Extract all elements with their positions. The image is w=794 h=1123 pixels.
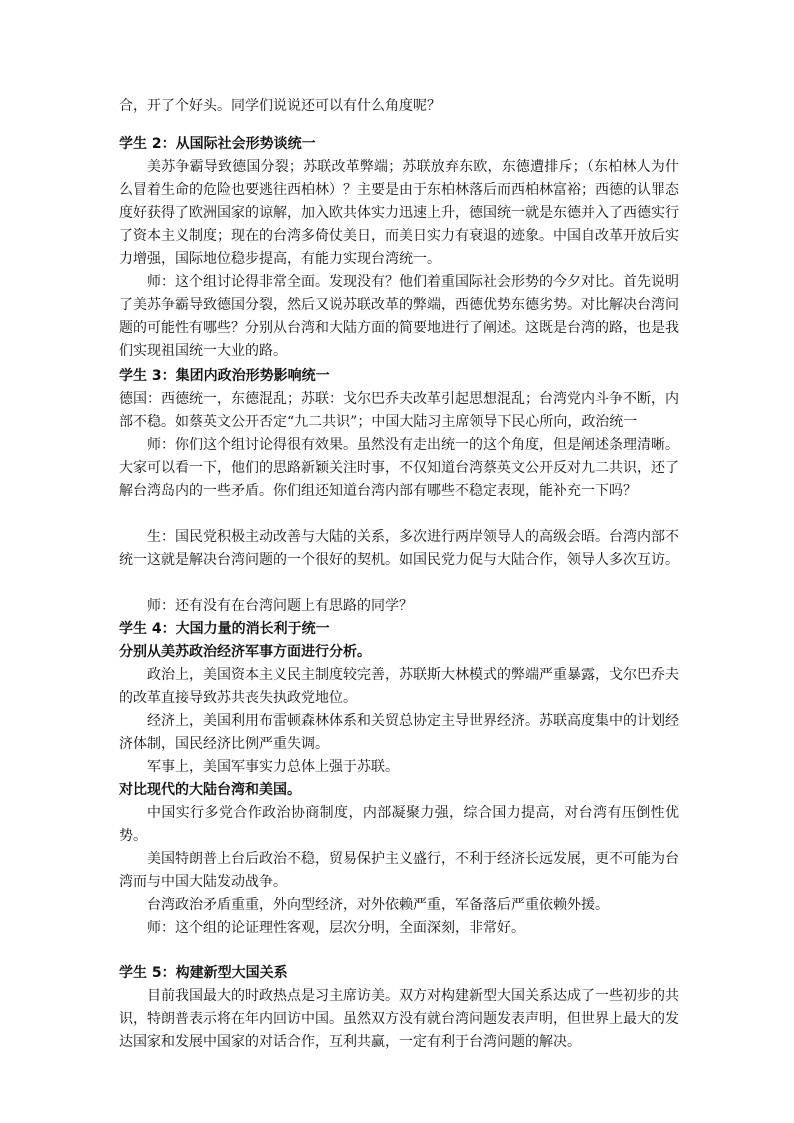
teacher-comment-2: 师：这个组讨论得非常全面。发现没有？他们着重国际社会形势的今夕对比。首先说明了美苏争霸导致德国分裂，然后又说苏联改革的弊端，西德优势东德劣势。对比解决台湾问题的可能性有哪些？分别从台湾和大陆方面的简要地进行了阐述。这既是台湾的路，也是我们实现祖国统一大业的路。 bbox=[119, 274, 679, 359]
student-3-heading: 学生 3：集团内政治形势影响统一 bbox=[119, 368, 330, 384]
student-5-heading: 学生 5：构建新型大国关系 bbox=[119, 965, 288, 981]
student-4-economy: 经济上，美国利用布雷顿森林体系和关贸总协定主导世界经济。苏联高度集中的计划经济体制，国民经济比例严重失调。 bbox=[119, 713, 679, 752]
student-response-3: 生：国民党积极主动改善与大陆的关系，多次进行两岸领导人的高级会晤。台湾内部不统一这就是解决台湾问题的一个很好的契机。如国民党力促与大陆合作，领导人多次互访。 bbox=[119, 529, 679, 568]
teacher-question-3: 师：还有没有在台湾问题上有思路的同学？ bbox=[147, 598, 413, 614]
student-4-usa: 美国特朗普上台后政治不稳，贸易保护主义盛行，不利于经济长远发展，更不可能为台湾而与中国大陆发动战争。 bbox=[119, 851, 679, 890]
student-4-taiwan: 台湾政治矛盾重重，外向型经济，对外依赖严重，军备落后严重依赖外援。 bbox=[147, 897, 609, 913]
student-2-heading: 学生 2：从国际社会形势谈统一 bbox=[119, 136, 316, 152]
intro-line: 合，开了个好头。同学们说说还可以有什么角度呢？ bbox=[119, 98, 441, 114]
student-4-heading: 学生 4：大国力量的消长利于统一 bbox=[119, 621, 330, 637]
teacher-comment-3: 师：你们这个组讨论得很有效果。虽然没有走出统一的这个角度，但是阐述条理清晰。大家可以看一下，他们的思路新颖关注时事，不仅知道台湾蔡英文公开反对九二共识，还了解台湾岛内的一些矛盾。你们组还知道台湾内部有哪些不稳定表现，能补充一下吗？ bbox=[119, 437, 679, 499]
student-4-subheading-1: 分别从美苏政治经济军事方面进行分析。 bbox=[119, 644, 371, 660]
student-4-military: 军事上，美国军事实力总体上强于苏联。 bbox=[147, 759, 399, 775]
teacher-comment-4: 师：这个组的论证理性客观，层次分明，全面深刻，非常好。 bbox=[147, 920, 525, 936]
student-2-paragraph: 美苏争霸导致德国分裂；苏联改革弊端；苏联放弃东欧，东德遭排斥；（东柏林人为什么冒着生命的危险也要逃往西柏林）？主要是由于东柏林落后而西柏林富裕；西德的认罪态度好获得了欧洲国家的谅解，加入欧共体实力迅速上升，德国统一就是东德并入了西德实行了资本主义制度；现在的台湾多倚仗美日，而美日实力有衰退的迹象。中国自改革开放后实力增强，国际地位稳步提高，有能力实现台湾统一。 bbox=[119, 159, 679, 267]
student-3-paragraph: 德国：西德统一，东德混乱；苏联：戈尔巴乔夫改革引起思想混乱；台湾党内斗争不断，内部不稳。如蔡英文公开否定“九二共识”；中国大陆习主席领导下民心所向，政治统一 bbox=[119, 391, 679, 430]
student-4-china: 中国实行多党合作政治协商制度，内部凝聚力强，综合国力提高，对台湾有压倒性优势。 bbox=[119, 805, 679, 844]
student-4-subheading-2: 对比现代的大陆台湾和美国。 bbox=[119, 782, 301, 798]
student-4-politics: 政治上，美国资本主义民主制度较完善，苏联斯大林模式的弊端严重暴露，戈尔巴乔夫的改革直接导致苏共丧失执政党地位。 bbox=[119, 667, 679, 706]
student-5-paragraph: 目前我国最大的时政热点是习主席访美。双方对构建新型大国关系达成了一些初步的共识，特朗普表示将在年内回访中国。虽然双方没有就台湾问题发表声明，但世界上最大的发达国家和发展中国家的对话合作，互利共赢，一定有利于台湾问题的解决。 bbox=[119, 988, 679, 1050]
